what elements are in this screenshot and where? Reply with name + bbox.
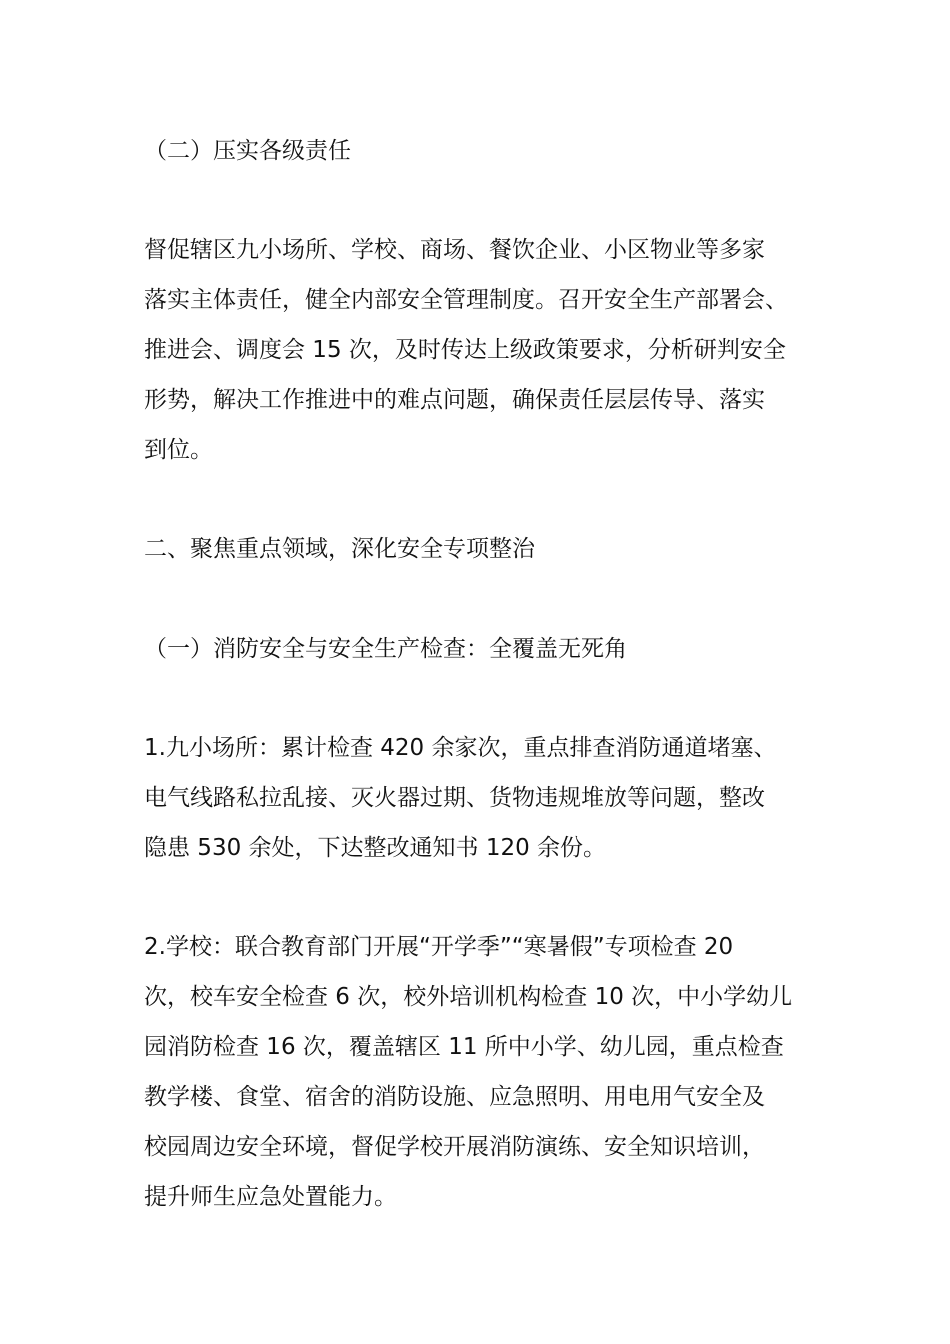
paragraph-responsibility: 督促辖区九小场所、学校、商场、餐饮企业、小区物业等多家 落实主体责任，健全内部安全管理制度。召开安全生产部署会、 推进会、调度会 15 次，及时传达上级政策要求，分析研判安全 形势，解决工作推进中的难点问题，确保责任层层传导、落实 到位。	[144, 237, 788, 463]
paragraph-item-1-venues: 1.九小场所：累计检查 420 余家次，重点排查消防通道堵塞、 电气线路私拉乱接、灭火器过期、货物违规堆放等问题，整改 隐患 530 余处，下达整改通知书 120 余份。	[144, 735, 777, 861]
section-heading-key-areas: 二、聚焦重点领域，深化安全专项整治	[144, 536, 535, 562]
section-heading-responsibility: （二）压实各级责任	[144, 138, 351, 164]
subsection-heading-inspections: （一）消防安全与安全生产检查：全覆盖无死角	[144, 636, 627, 662]
paragraph-item-2-schools: 2.学校：联合教育部门开展“开学季”“寒暑假”专项检查 20 次，校车安全检查 6 次，校外培训机构检查 10 次，中小学幼儿 园消防检查 16 次，覆盖辖区 11 所中小学、幼儿园，重点检查 教学楼、食堂、宿舍的消防设施、应急照明、用电用气安全及 校园周边安全环境，督促学校开展消防演练、安全知识培训， 提升师生应急处置能力。	[144, 934, 793, 1210]
